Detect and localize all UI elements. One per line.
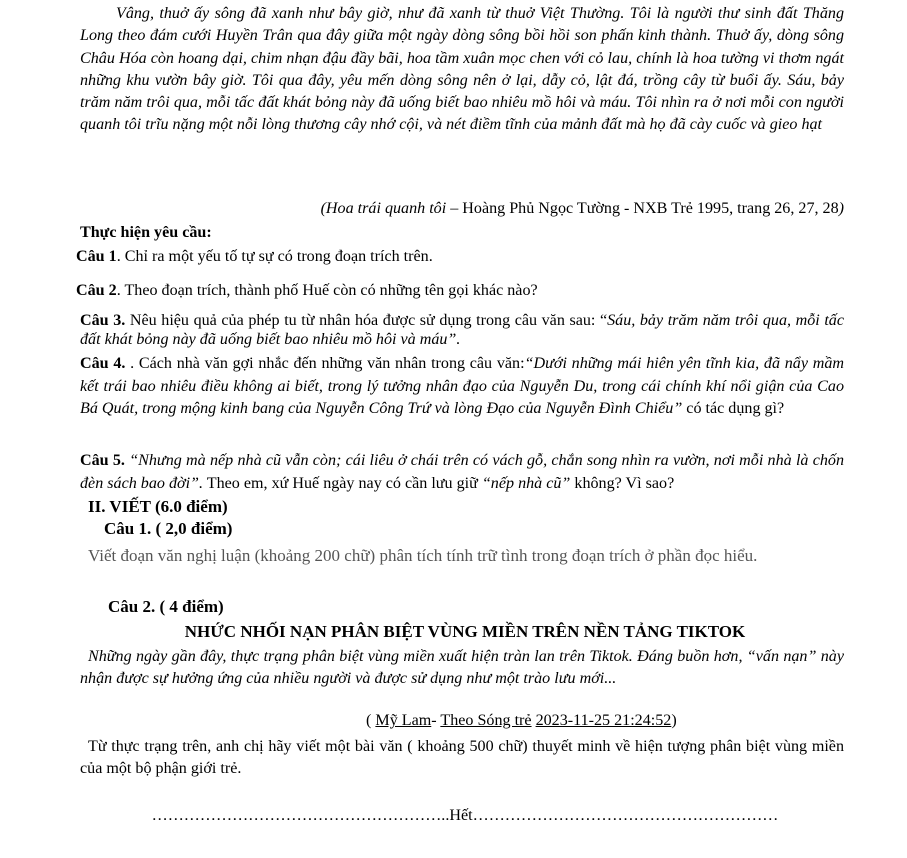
question-4-tail: có tác dụng gì? <box>682 400 785 417</box>
writing-section-heading: II. VIẾT (6.0 điểm) <box>88 497 228 516</box>
end-label: Hết <box>449 807 473 824</box>
cite-author: Mỹ Lam <box>375 712 432 729</box>
article-excerpt: Những ngày gần đây, thực trạng phân biệt vùng miền xuất hiện tràn lan trên Tiktok. Đáng buồn hơn, “vấn nạn” này nhận được sự hưởng ứng của nhiều người và được sử dụng như một trào lưu mới... <box>80 648 844 688</box>
question-5-quote: “Nhưng mà nếp nhà cũ vẫn còn; cái liêu ở chái trên có vách gỗ, chắn song nhìn ra vườn, nơi mỗi nhà là chốn đèn sách bao đời”. <box>80 452 845 492</box>
question-3-text: Nêu hiệu quả của phép tu từ nhân hóa được sử dụng trong câu văn sau: “ <box>125 312 608 329</box>
question-2-text: . Theo đoạn trích, thành phố Huế còn có những tên gọi khác nào? <box>116 282 538 299</box>
question-4-text: . Cách nhà văn gợi nhắc đến những văn nhân trong câu văn: <box>130 355 525 372</box>
reading-passage: Vâng, thuở ấy sông đã xanh như bây giờ, như đã xanh từ thuở Việt Thường. Tôi là người thư sinh đất Thăng Long theo đám cưới Huyền Trân qua đây giữa một ngày dòng sông bồi hồi son phấn kinh thành. Thuở ấy, dòng sông Châu Hóa còn hoang dại, chim nhạn đậu đầy bãi, hoa tầm xuân mọc chen với cỏ lau, chính là hoa tường vi thơm ngát những khu vườn bây giờ. Tôi qua đây, yêu mến dòng sông nên ở lại, dẫy cỏ, lật đá, trồng cây từ buổi ấy. Sáu, bảy trăm năm trôi qua, mỗi tấc đất khát bỏng này đã uống biết bao nhiêu mồ hôi và máu. Tôi nhìn ra ở nơi mỗi con người quanh tôi trĩu nặng một nỗi lòng thương cây nhớ cội, và nét điềm tĩnh của mảnh đất mà họ đã cày cuốc và gieo hạt <box>80 5 844 134</box>
source-details: – Hoàng Phủ Ngọc Tường - NXB Trẻ 1995, trang 26, 27, 28 <box>446 200 839 217</box>
requirements-heading: Thực hiện yêu cầu: <box>80 224 212 241</box>
cite-date: 2023-11-25 21:24:52 <box>535 712 672 729</box>
cite-publisher: Theo Sóng trẻ <box>440 712 532 729</box>
question-2 <box>76 281 538 301</box>
question-1-label: Câu 1 <box>76 248 117 265</box>
question-4 <box>80 353 844 421</box>
writing-question-1-heading: Câu 1. ( 2,0 điểm) <box>104 519 233 538</box>
question-1 <box>76 247 433 267</box>
end-of-exam-marker <box>80 806 850 826</box>
cite-open: ( <box>366 712 376 729</box>
question-4-quote: “Dưới những mái hiên yên tĩnh kia, đã nẩy mầm kết trái bao nhiêu điều không ai biết, trong lý tưởng nhân đạo của Nguyễn Du, trong cái chính khí nổi giận của Cao Bá Quát, trong mộng kinh bang của Nguyễn Công Trứ và lòng Đạo của Nguyễn Đình Chiểu” <box>80 355 844 417</box>
writing-question-2-heading: Câu 2. ( 4 điểm) <box>108 597 224 616</box>
question-4-label: Câu 4. <box>80 355 131 372</box>
question-5-text: Theo em, xứ Huế ngày nay có cần lưu giữ <box>203 474 482 492</box>
article-citation <box>366 711 677 731</box>
question-1-text: . Chỉ ra một yếu tố tự sự có trong đoạn trích trên. <box>116 248 433 265</box>
question-3-label: Câu 3. <box>80 312 126 329</box>
dots-right: ………………………………………………… <box>472 807 779 824</box>
cite-separator: - <box>431 712 441 729</box>
question-5-quote-2: “nếp nhà cũ” <box>481 474 571 492</box>
writing-question-1-text: Viết đoạn văn nghị luận (khoảng 200 chữ) phân tích tính trữ tình trong đoạn trích ở phần đọc hiểu. <box>88 546 758 565</box>
question-2-label: Câu 2 <box>76 282 117 299</box>
passage-source <box>80 199 844 219</box>
question-5 <box>80 450 844 495</box>
question-5-tail: không? Vì sao? <box>570 474 675 492</box>
question-5-label: Câu 5. <box>80 452 125 469</box>
question-3-quote: Sáu, bảy trăm năm trôi qua, mỗi tấc đất khát bỏng này đã uống biết bao nhiêu mồ hôi và máu”. <box>80 312 844 348</box>
dots-left: ……………………………………………….. <box>151 807 450 824</box>
source-close: ) <box>838 200 844 217</box>
article-title: NHỨC NHỐI NẠN PHÂN BIỆT VÙNG MIỀN TRÊN NỀN TẢNG TIKTOK <box>184 622 746 641</box>
question-3 <box>80 312 844 349</box>
writing-question-2-task: Từ thực trạng trên, anh chị hãy viết một bài văn ( khoảng 500 chữ) thuyết minh về hiện tượng phân biệt vùng miền của một bộ phận giới trẻ. <box>80 738 844 778</box>
source-title: (Hoa trái quanh tôi <box>320 200 447 217</box>
cite-close: ) <box>671 712 677 729</box>
